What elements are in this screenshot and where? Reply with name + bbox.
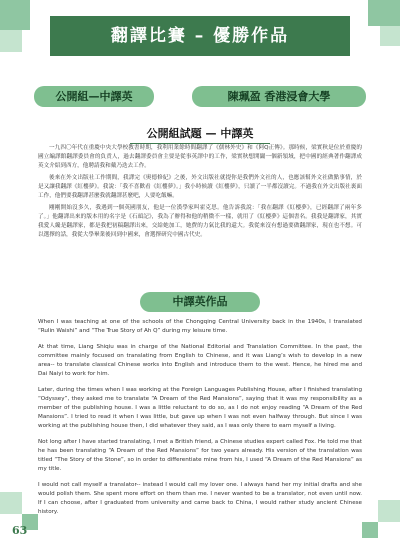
source-section-title [110, 125, 290, 141]
source-paragraph: 後來在外文出版社工作期間，我譯完《奧德修紀》之後，外文出版社就提你是我們外文社的人，也應該幫外文社做點事情，於是又讓我翻譯《紅樓夢》。我說：「我不喜歡看《紅樓夢》。」我小時候讀《紅樓夢》，只讀了一半都沒讀完。不過我在外文出版社裏面工作，他們要我翻譯甚麼我就翻譯甚麼吧，人要吃飯嘛。 [38, 175, 362, 199]
decor-square [378, 500, 400, 522]
translation-paragraph: Not long after I have started translating, I met a British friend, a Chinese studies expert called Fox. He told me that he has been translating “A Dream of the Red Mansions” for two years already. His version of the translation was titled “The Story of the Stone”, so in order to differentiate mine from his, I used “A Dream of the Red Mansions” as my title. [38, 439, 362, 472]
page-number: 63 [12, 524, 28, 537]
translation-section-title: 中譯英作品 [140, 292, 260, 312]
decor-square [0, 30, 22, 52]
source-paragraph: 一九四〇年代在重慶中央大學校教書時期，我利用業餘時間翻譯了《儒林外史》和《阿Q正傳》。那時候，梁實秋是位於重慶的國立編譯館翻譯委員會的負責人，過去翻譯委員會主要是從事英譯中的工作，梁實秋想開闢一個新領域，把中國的經典著作翻譯成英文介紹到西方，他聘請我和戴乃迭去工作。 [38, 145, 362, 169]
decor-square [368, 0, 400, 26]
source-paragraph: 剛剛開始沒多久，我遇到一個英國朋友，他是一位漢學家叫霍克思。他告訴我說：「我在翻譯《紅樓夢》，已經翻譯了兩年多了。」他翻譯出來的版本用的名字是《石頭記》，我為了辦得和他的稍微不一樣，就用了《紅樓夢》這個書名。我我是翻譯家，其實我愛人纔是翻譯家，都是我把初稿翻譯出來，交給她加工，她費的力氣比我的還大。我從來沒有想過要做翻譯家，現在也不想。可以選擇的話，我從大學畢業後回到中國來，會選擇研究中國古代史。 [38, 205, 362, 238]
source-section-title-text: 公開組試題 — 中譯英 [146, 127, 254, 140]
translation-paragraph: Later, during the times when I was working at the Foreign Languages Publishing House, after I finished translating “Odyssey”, they asked me to translate “A Dream of the Red Mansions”, saying that it was my responsibility as a member of the publishing house. I was a little reluctant to do so, as I do not enjoy reading “A Dream of the Red Mansions”. I tried to read it when I was little, but gave up when I was not even halfway through. But since I was working at the publishing house then, I did whatever they said, as I was only there to earn myself a living. [38, 387, 362, 429]
decor-square [380, 26, 400, 46]
translation-text [38, 318, 362, 524]
translation-paragraph: At that time, Liang Shiqiu was in charge of the National Editorial and Translation Committee. In the past, the committee mainly focused on translating from English to Chinese, and it was Liang’s wish to develop in a new area-- to translate classical Chinese works into English and introduce them to the west. Hence, he hired me and Dai Naiyi to work for him. [38, 344, 362, 377]
decor-square [0, 492, 22, 514]
source-text [38, 144, 362, 243]
winner-label: 陳珮盈 香港浸會大學 [192, 86, 366, 107]
category-label: 公開組—中譯英 [34, 86, 154, 107]
translation-paragraph: When I was teaching at one of the schools of the Chongqing Central University back in the 1940s, I translated “Rulin Waishi” and “The True Story of Ah Q” during my leisure time. [38, 319, 362, 334]
page-title: 翻譯比賽 – 優勝作品 [50, 16, 350, 56]
translation-paragraph: I would not call myself a translator-- instead I would call my lover one. I always hand her my initial drafts and she would polish them. She spent more effort on them than me. I never wanted to be a translator, not even until now. If I can choose, after I graduated from university and came back to China, I would rather study ancient Chinese history. [38, 482, 362, 515]
decor-square [0, 0, 30, 30]
decor-square [362, 522, 378, 538]
